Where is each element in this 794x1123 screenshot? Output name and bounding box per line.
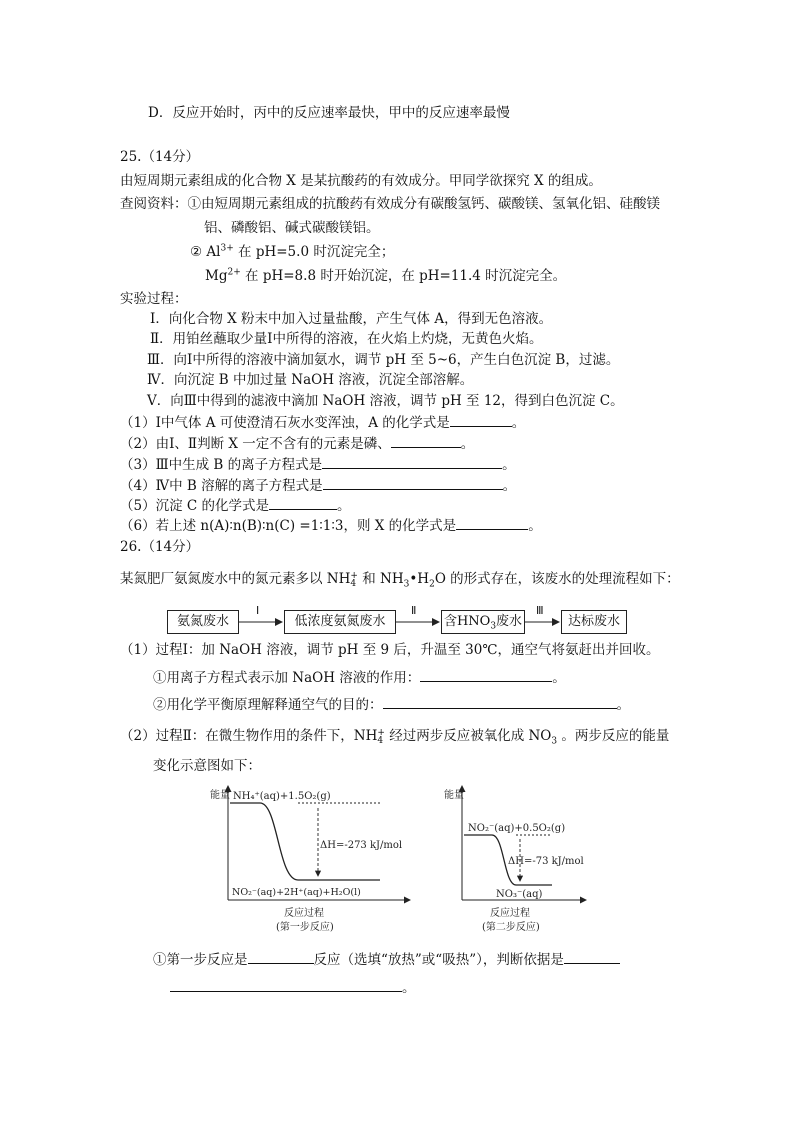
arrow-label-3: Ⅲ bbox=[536, 604, 544, 617]
step-2: Ⅱ．用铂丝蘸取少量Ⅰ中所得的溶液，在火焰上灼烧，无黄色火焰。 bbox=[150, 331, 543, 347]
step-3: Ⅲ．向Ⅰ中所得的溶液中滴加氨水，调节 pH 至 5~6，产生白色沉淀 B，过滤。 bbox=[147, 352, 620, 368]
flow-box-ammonia-wastewater: 氨氮废水 bbox=[167, 610, 239, 634]
product-label: NO₂⁻(aq)+2H⁺(aq)+H₂O(l) bbox=[232, 887, 361, 898]
option-d: D．反应开始时，丙中的反应速率最快，甲中的反应速率最慢 bbox=[148, 105, 510, 121]
diagram-caption: (第一步反应) bbox=[276, 922, 334, 933]
flow-box-hno3-wastewater: 含$HNO_3$废水 bbox=[441, 610, 525, 634]
arrow-label-1: Ⅰ bbox=[256, 604, 260, 617]
ref1-text: ①由短周期元素组成的抗酸药有效成分有碳酸氢钙、碳酸镁、氢氧化铝、硅酸镁 bbox=[187, 196, 660, 212]
x-axis-label: 反应过程 bbox=[490, 908, 530, 919]
energy-diagram-step2 bbox=[440, 780, 590, 935]
arrow-label-2: Ⅱ bbox=[411, 604, 417, 617]
process-label: 实验过程： bbox=[120, 291, 188, 307]
ref-label: 查阅资料： bbox=[120, 196, 188, 212]
answer-blank[interactable] bbox=[564, 950, 620, 964]
question-2: （2）由Ⅰ、Ⅱ判断 X 一定不含有的元素是磷、 。 bbox=[120, 436, 475, 452]
answer-blank[interactable] bbox=[248, 950, 314, 964]
question-3: （3）Ⅲ中生成 B 的离子方程式是 。 bbox=[120, 457, 516, 473]
part-1a: ①用离子方程式表示加 NaOH 溶液的作用： 。 bbox=[153, 670, 566, 686]
delta-h-label: ΔH=-273 kJ/mol bbox=[320, 840, 403, 851]
step-1: Ⅰ．向化合物 X 粉末中加入过量盐酸，产生气体 A，得到无色溶液。 bbox=[150, 311, 553, 327]
q25-intro: 由短周期元素组成的化合物 X 是某抗酸药的有效成分。甲同学欲探究 X 的组成。 bbox=[120, 173, 602, 189]
question-4: （4）Ⅳ中 B 溶解的离子方程式是 。 bbox=[120, 478, 517, 494]
diagram-caption: (第二步反应) bbox=[482, 922, 540, 933]
x-axis-label: 反应过程 bbox=[284, 908, 324, 919]
flow-box-compliant: 达标废水 bbox=[561, 610, 627, 634]
step-4: Ⅳ．向沉淀 B 中加过量 NaOH 溶液，沉淀全部溶解。 bbox=[147, 372, 474, 388]
q25-ref2-mg: $Mg^{2+}$ 在 pH=8.8 时开始沉淀，在 pH=11.4 时沉淀完全。 bbox=[205, 267, 567, 284]
y-axis-label: 能量 bbox=[210, 790, 230, 801]
part-2-line2: 变化示意图如下： bbox=[153, 758, 261, 774]
answer-blank[interactable] bbox=[383, 695, 617, 709]
product-label: NO₃⁻(aq) bbox=[496, 889, 543, 900]
question-5: （5）沉淀 C 的化学式是 。 bbox=[120, 498, 351, 514]
part-2-q1: ①第一步反应是 反应（选填“放热”或“吸热”），判断依据是 bbox=[153, 950, 620, 969]
y-axis-label: 能量 bbox=[444, 790, 464, 801]
q25-header: 25.（14分） bbox=[120, 149, 200, 165]
q26-intro: 某氮肥厂氨氮废水中的氮元素多以 NH + 4 和 $NH_3•H_2O$ 的形式存在，该废水的处理流程如下： bbox=[120, 570, 680, 590]
question-6: （6）若上述 n(A)∶n(B)∶n(C) =1∶1∶3，则 X 的化学式是 。 bbox=[120, 518, 542, 534]
q26-header: 26.（14分） bbox=[120, 539, 200, 555]
answer-blank[interactable] bbox=[420, 668, 552, 682]
part-2: （2）过程Ⅱ：在微生物作用的条件下，NH + 4 经过两步反应被氧化成 $NO_3$ 。两步反应的能量 bbox=[120, 727, 670, 747]
flow-box-low-ammonia: 低浓度氨氮废水 bbox=[284, 610, 396, 634]
step-5: Ⅴ．向Ⅲ中得到的滤液中滴加 NaOH 溶液，调节 pH 至 12，得到白色沉淀 C。 bbox=[147, 393, 624, 409]
part-2-q1-cont: 。 bbox=[170, 978, 416, 997]
delta-h-label: ΔH=-73 kJ/mol bbox=[508, 856, 584, 867]
energy-diagram-step1 bbox=[200, 780, 415, 935]
q25-ref1-cont: 铝、磷酸铝、碱式碳酸镁铝。 bbox=[204, 220, 380, 236]
part-1b: ②用化学平衡原理解释通空气的目的： 。 bbox=[153, 697, 630, 713]
answer-blank[interactable] bbox=[170, 978, 402, 992]
part-1: （1）过程Ⅰ：加 NaOH 溶液，调节 pH 至 9 后，升温至 30℃，通空气将氨赶出并回收。 bbox=[120, 642, 660, 658]
reactant-label: NH₄⁺(aq)+1.5O₂(g) bbox=[233, 791, 331, 802]
question-1: （1）Ⅰ中气体 A 可使澄清石灰水变浑浊，A 的化学式是 。 bbox=[120, 415, 526, 431]
q25-ref2-al: ② $Al^{3+}$ 在 pH=5.0 时沉淀完全； bbox=[190, 243, 395, 260]
reactant-label: NO₂⁻(aq)+0.5O₂(g) bbox=[468, 823, 566, 834]
